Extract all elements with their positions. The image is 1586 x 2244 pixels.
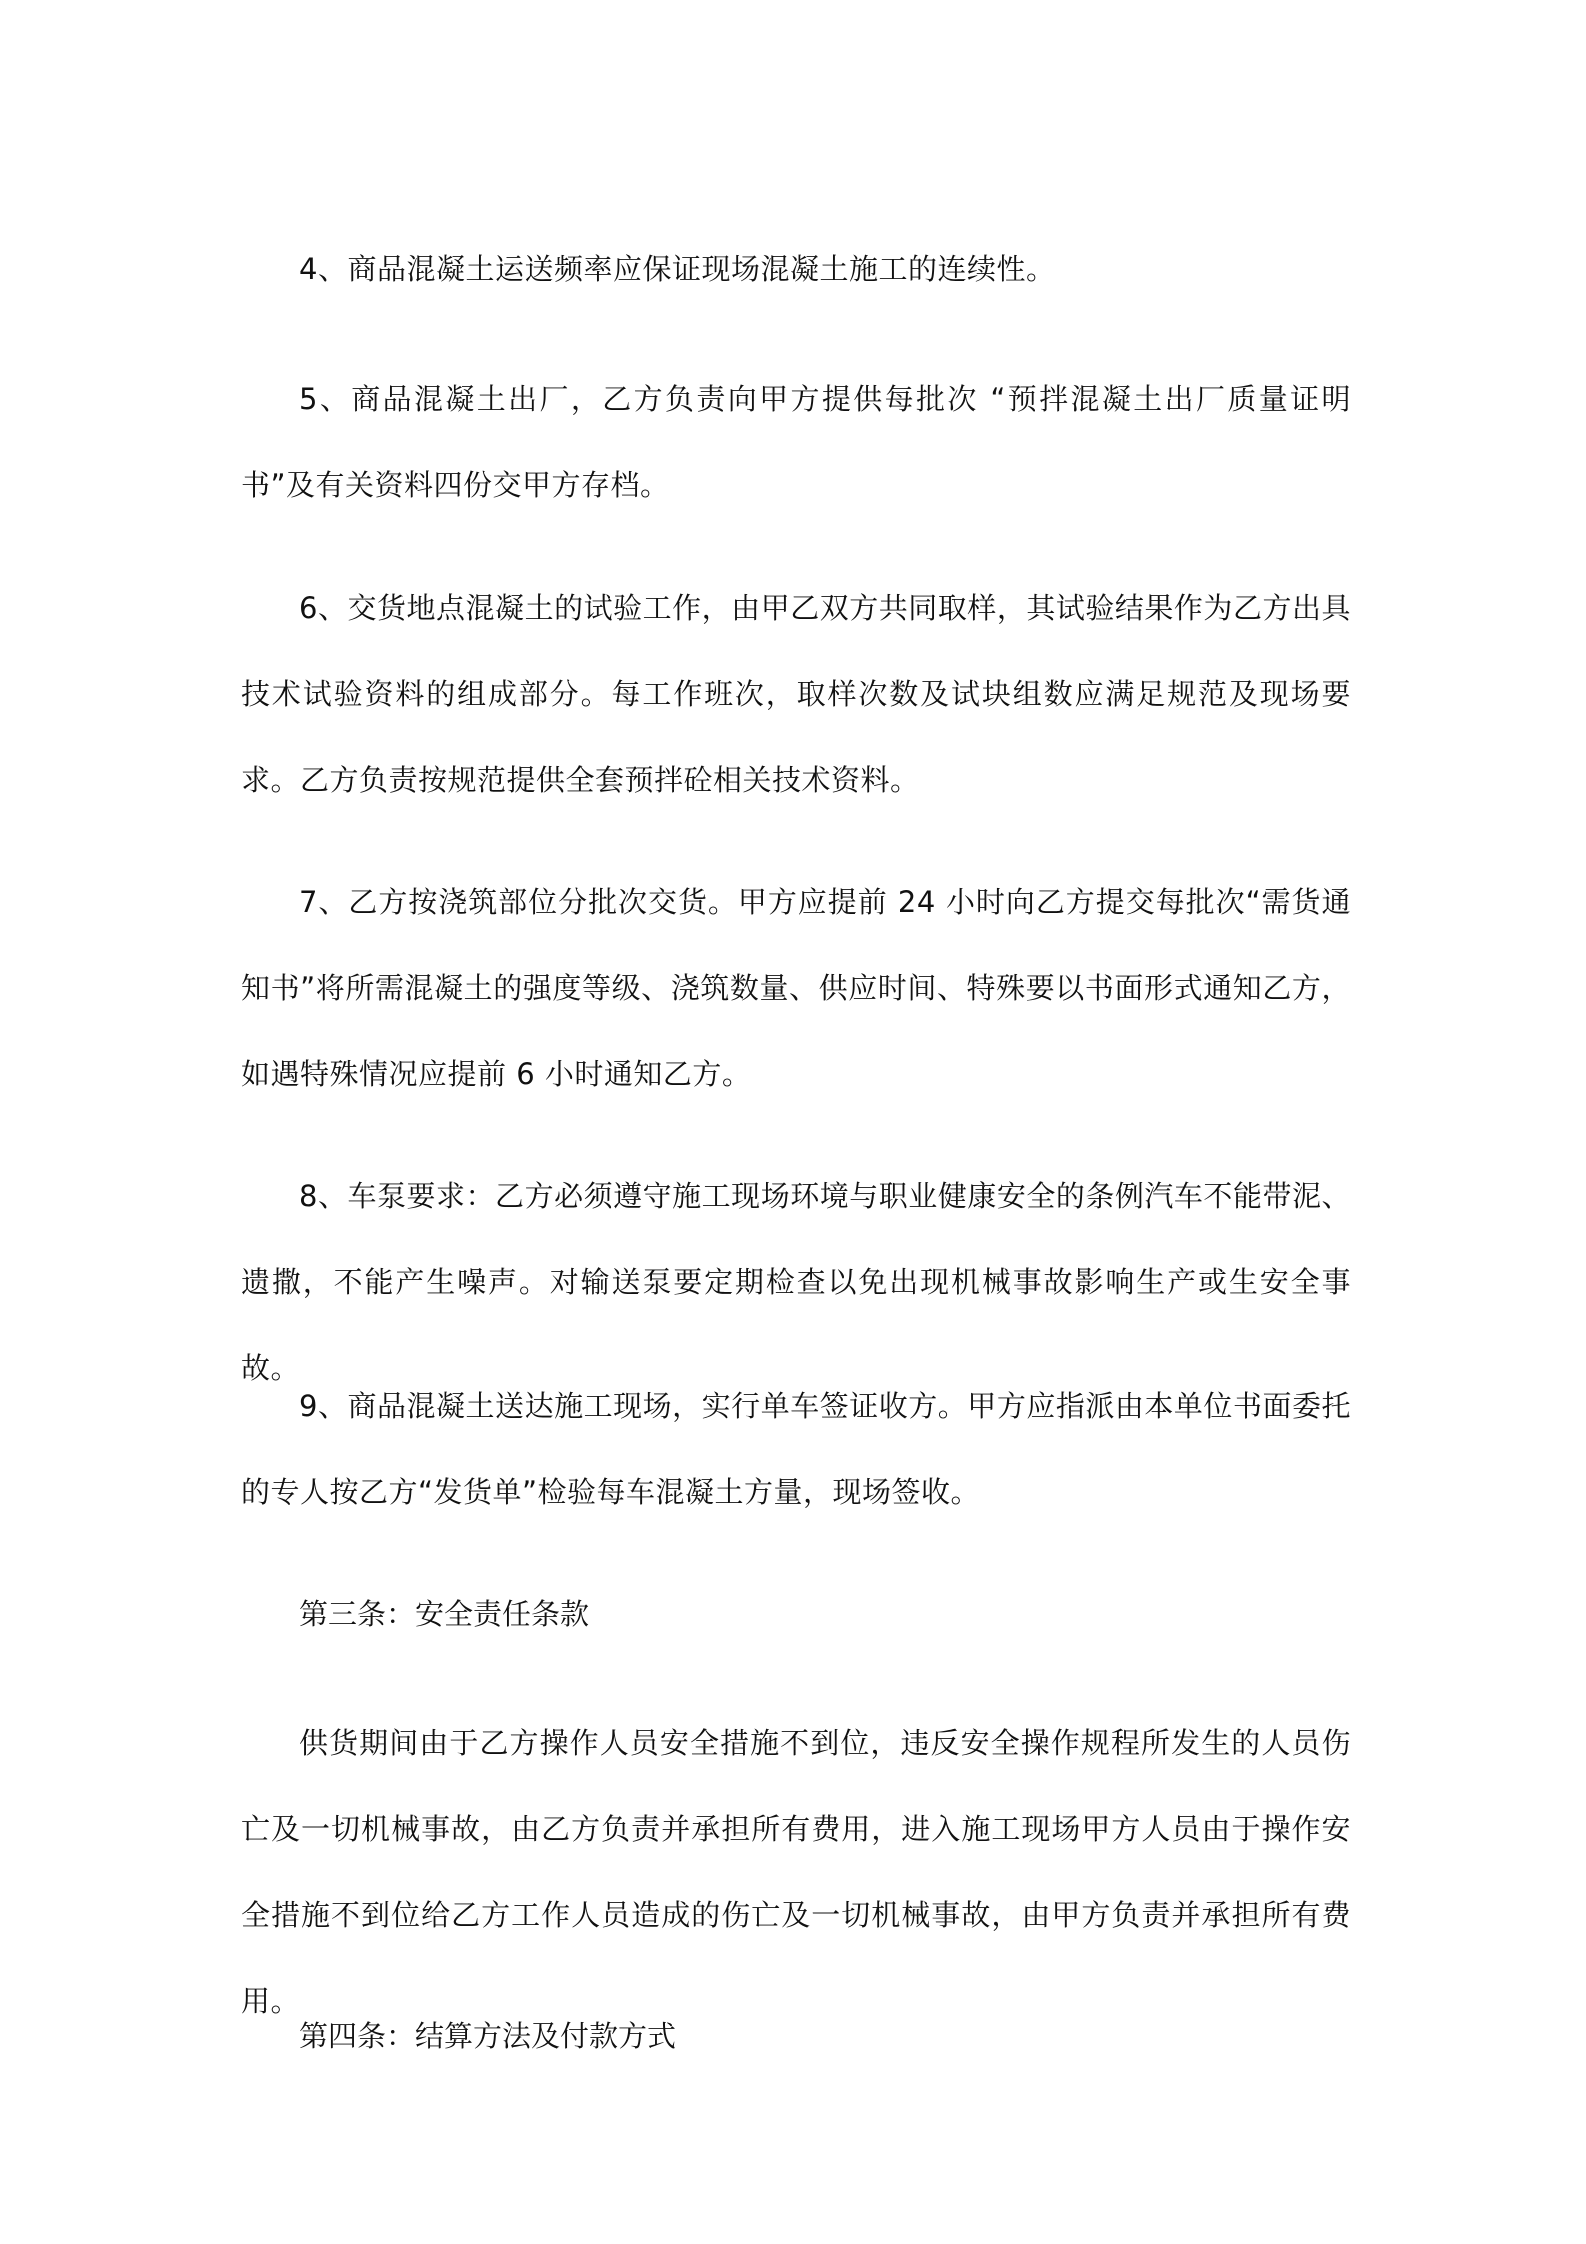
clause-8: 8、车泵要求：乙方必须遵守施工现场环境与职业健康安全的条例汽车不能带泥、遗撒，不能产生噪声。对输送泵要定期检查以免出现机械事故影响生产或生安全事故。 <box>241 1179 1351 1385</box>
section-4-title: 第四条：结算方法及付款方式 <box>299 2019 677 2053</box>
clause-6: 6、交货地点混凝土的试验工作，由甲乙双方共同取样，其试验结果作为乙方出具技术试验资料的组成部分。每工作班次，取样次数及试块组数应满足规范及现场要求。乙方负责按规范提供全套预拌砼相关技术资料。 <box>241 591 1351 797</box>
clause-9: 9、商品混凝土送达施工现场，实行单车签证收方。甲方应指派由本单位书面委托的专人按乙方“发货单”检验每车混凝土方量，现场签收。 <box>241 1389 1351 1509</box>
clause-7: 7、乙方按浇筑部位分批次交货。甲方应提前 24 小时向乙方提交每批次“需货通知书”将所需混凝土的强度等级、浇筑数量、供应时间、特殊要以书面形式通知乙方，如遇特殊情况应提前 6 小时通知乙方。 <box>241 885 1351 1091</box>
section-3-title: 第三条：安全责任条款 <box>299 1597 590 1631</box>
section-3-body: 供货期间由于乙方操作人员安全措施不到位，违反安全操作规程所发生的人员伤亡及一切机械事故，由乙方负责并承担所有费用，进入施工现场甲方人员由于操作安全措施不到位给乙方工作人员造成的伤亡及一切机械事故，由甲方负责并承担所有费用。 <box>241 1726 1351 2018</box>
clause-5: 5、商品混凝土出厂，乙方负责向甲方提供每批次 “预拌混凝土出厂质量证明书”及有关资料四份交甲方存档。 <box>241 382 1351 502</box>
clause-4: 4、商品混凝土运送频率应保证现场混凝土施工的连续性。 <box>299 252 1056 286</box>
